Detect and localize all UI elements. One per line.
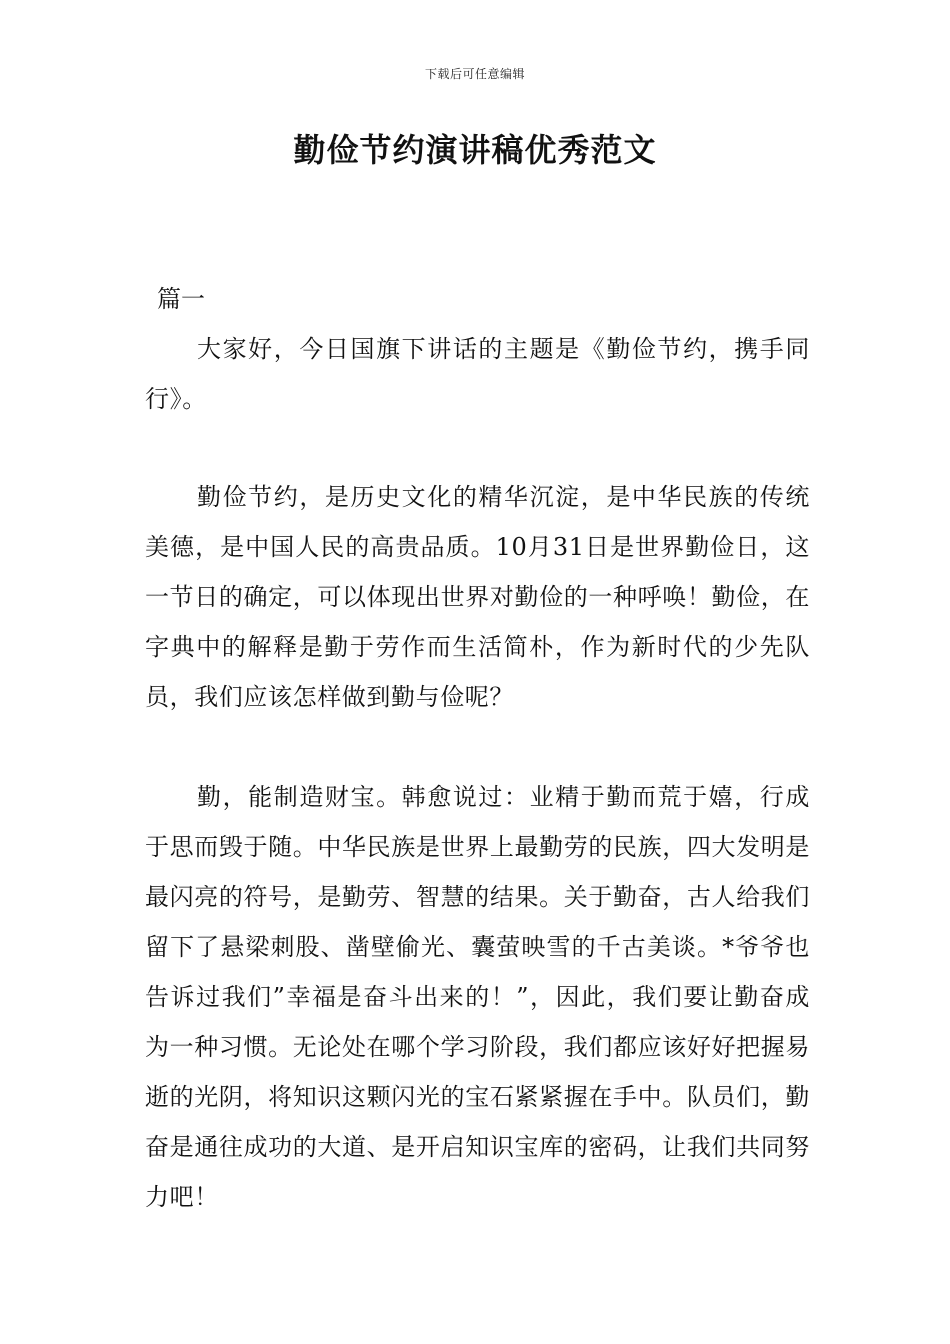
paragraph-thrift-intro: 勤俭节约，是历史文化的精华沉淀，是中华民族的传统美德，是中国人民的高贵品质。10月31日是世界勤俭日，这一节日的确定，可以体现出世界对勤俭的一种呼唤！勤俭，在字典中的解释是勤于劳作而生活简朴，作为新时代的少先队员，我们应该怎样做到勤与俭呢？	[145, 483, 810, 711]
paragraph-greeting: 大家好，今日国旗下讲话的主题是《勤俭节约，携手同行》。	[145, 335, 810, 413]
section-label: 篇一	[157, 285, 205, 313]
header-note: 下载后可任意编辑	[424, 67, 525, 81]
document-title: 勤俭节约演讲稿优秀范文	[293, 131, 657, 169]
paragraph-diligence: 勤，能制造财宝。韩愈说过：业精于勤而荒于嬉，行成于思而毁于随。中华民族是世界上最勤劳的民族，四大发明是最闪亮的符号，是勤劳、智慧的结果。关于勤奋，古人给我们留下了悬梁刺股、凿壁偷光、囊萤映雪的千古美谈。*爷爷也告诉过我们”幸福是奋斗出来的！”，因此，我们要让勤奋成为一种习惯。无论处在哪个学习阶段，我们都应该好好把握易逝的光阴，将知识这颗闪光的宝石紧紧握在手中。队员们，勤奋是通往成功的大道、是开启知识宝库的密码，让我们共同努力吧！	[145, 783, 810, 1211]
